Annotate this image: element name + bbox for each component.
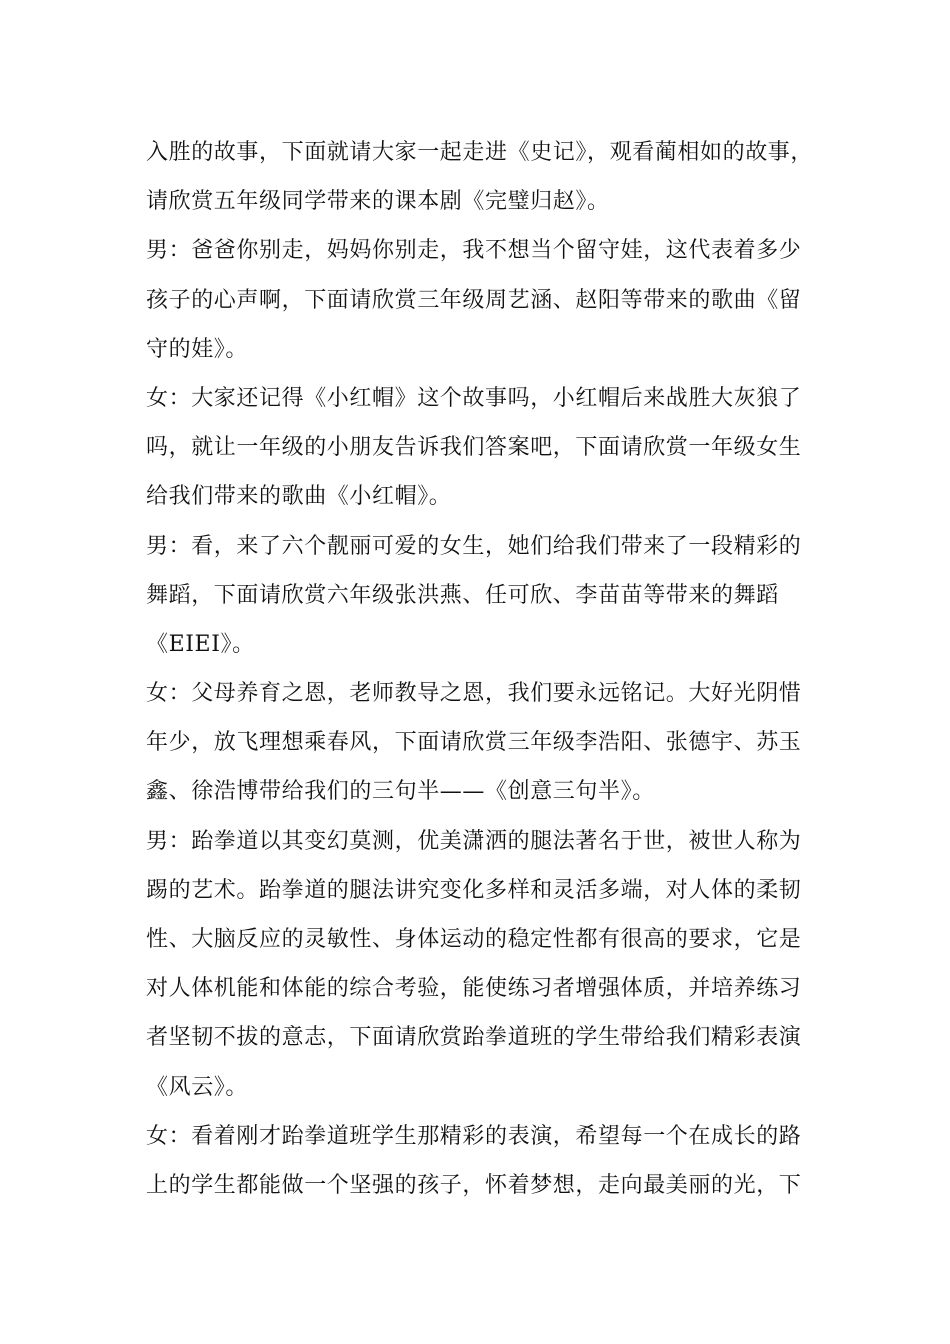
text-line: 给我们带来的歌曲《小红帽》。 (146, 484, 452, 510)
text-line: 年少，放飞理想乘春风，下面请欣赏三年级李浩阳、张德宇、苏玉 (146, 730, 802, 756)
text-line: 守的娃》。 (146, 336, 249, 362)
text-line: 女：大家还记得《小红帽》这个故事吗，小红帽后来战胜大灰狼了 (146, 385, 802, 411)
text-line: 孩子的心声啊，下面请欣赏三年级周艺涵、赵阳等带来的歌曲《留 (146, 287, 802, 313)
text-line: 踢的艺术。跆拳道的腿法讲究变化多样和灵活多端，对人体的柔韧 (146, 877, 802, 903)
text-line: 吗，就让一年级的小朋友告诉我们答案吧，下面请欣赏一年级女生 (146, 435, 802, 461)
document-body (146, 128, 814, 1210)
text-line: 对人体机能和体能的综合考验，能使练习者增强体质，并培养练习 (146, 976, 802, 1002)
text-line: 性、大脑反应的灵敏性、身体运动的稳定性都有很高的要求，它是 (146, 927, 802, 952)
text-line: 男：爸爸你别走，妈妈你别走，我不想当个留守娃，这代表着多少 (146, 238, 802, 264)
text-line: 《EIEI》。 (146, 631, 255, 657)
text-line: 者坚韧不拔的意志，下面请欣赏跆拳道班的学生带给我们精彩表演 (146, 1025, 802, 1051)
text-line: 入胜的故事，下面就请大家一起走进《史记》，观看蔺相如的故事， (146, 140, 814, 165)
text-line: 男：看，来了六个靓丽可爱的女生，她们给我们带来了一段精彩的 (146, 533, 802, 559)
text-line: 上的学生都能做一个坚强的孩子，怀着梦想，走向最美丽的光，下 (146, 1172, 802, 1198)
text-line: 女：看着刚才跆拳道班学生那精彩的表演，希望每一个在成长的路 (146, 1123, 802, 1149)
text-line: 女：父母养育之恩，老师教导之恩，我们要永远铭记。大好光阴惜 (146, 681, 802, 707)
text-line: 请欣赏五年级同学带来的课本剧《完璧归赵》。 (146, 189, 610, 215)
text-line: 《风云》。 (146, 1074, 249, 1100)
text-line: 鑫、徐浩博带给我们的三句半——《创意三句半》。 (146, 779, 655, 805)
text-line: 舞蹈，下面请欣赏六年级张洪燕、任可欣、李苗苗等带来的舞蹈 (146, 582, 779, 608)
text-line: 男：跆拳道以其变幻莫测，优美潇洒的腿法著名于世，被世人称为 (146, 828, 802, 854)
